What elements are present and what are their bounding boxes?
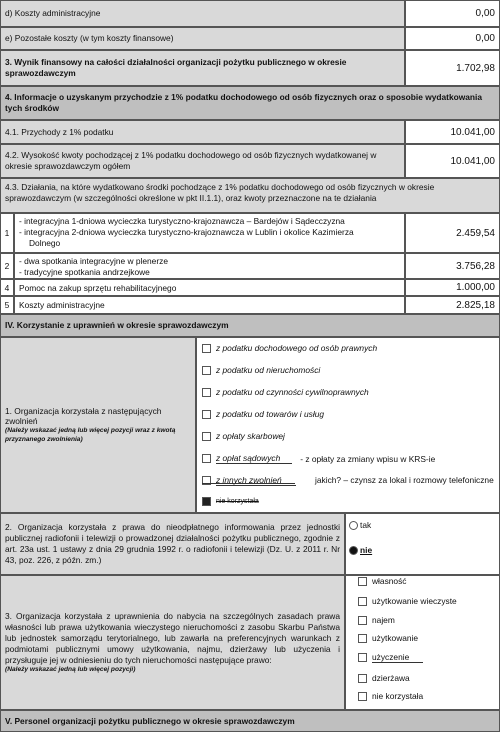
option-label: z podatku od czynności cywilnoprawnych (216, 387, 369, 397)
action-value: 2.459,54 (405, 213, 500, 253)
checkbox[interactable] (358, 653, 367, 662)
option-label: własność (372, 576, 407, 586)
option-yes[interactable] (349, 520, 371, 530)
action-value: 1.000,00 (405, 279, 500, 296)
radio-selected[interactable] (349, 546, 358, 555)
row43-label: 4.3. Działania, na które wydatkowano środki pochodzące z 1% podatku dochodowego od osób fizycznych w okresie sprawozdawczym (w szczególności określone w pkt II.1.1), oraz kwoty przeznaczone na te działania (0, 178, 500, 213)
section-iv-title: IV. Korzystanie z uprawnień w okresie sprawozdawczym (0, 314, 500, 337)
action-line: Dolnego (29, 237, 61, 248)
option-property-tax[interactable] (202, 365, 320, 375)
radio[interactable] (349, 521, 358, 530)
q1-hint: (Należy wskazać jedną lub więcej pozycji wraz z kwotą przyznanego zwolnienia) (5, 427, 176, 443)
checkbox[interactable] (202, 344, 211, 353)
option-label: z opłaty skarbowej (216, 431, 285, 441)
option-lease[interactable] (358, 615, 395, 625)
option-label: nie (360, 545, 373, 555)
other-underline (202, 483, 295, 484)
checkbox[interactable] (358, 597, 367, 606)
option-court-fees[interactable] (202, 453, 435, 464)
q1-question (0, 337, 196, 513)
section-v-title: V. Personel organizacji pożytku publicznego w okresie sprawozdawczym (0, 710, 500, 732)
section4-title: 4. Informacje o uzyskanym przychodzie z 1% podatku dochodowego od osób fizycznych oraz o sposobie wydatkowania tych środków (0, 86, 500, 120)
q3-hint: (Należy wskazać jedną lub więcej pozycji) (5, 665, 136, 673)
option-stamp-duty[interactable] (202, 431, 285, 441)
q3-options (345, 575, 500, 710)
action-line: - tradycyjne spotkania andrzejkowe (19, 266, 150, 277)
option-label: z podatku od towarów i usług (216, 409, 325, 419)
option-label: użyczenie (372, 652, 423, 663)
option-label: z podatku od nieruchomości (216, 365, 321, 375)
checkbox[interactable] (202, 388, 211, 397)
option-label: użytkowanie (372, 633, 419, 643)
q2-label: 2. Organizacja korzystała z prawa do nieodpłatnego informowania przez jednostki publicznej radiofonii i telewizji o prowadzonej działalności pożytku publicznego, zgodnie z art. 23a ust. 1 ustawy z dnia 29 grudnia 1992 r. o radiofonii i telewizji (Dz. U. z 2011 r. Nr 43, poz. 226, z późn. zm.) (0, 513, 345, 575)
action-value: 3.756,28 (405, 253, 500, 279)
option-label: nie korzystała (372, 691, 424, 701)
option-label: użytkowanie wieczyste (372, 596, 457, 606)
court-fees-note: - z opłaty za zmiany wpisu w KRS-ie (300, 453, 436, 464)
action-line: - dwa spotkania integracyjne w plenerze (19, 256, 168, 266)
option-label: z podatku dochodowego od osób prawnych (216, 343, 378, 353)
action-number: 1 (0, 213, 14, 253)
row41-label: 4.1. Przychody z 1% podatku (0, 120, 405, 144)
option-vat[interactable] (202, 409, 324, 419)
action-number: 4 (0, 279, 14, 296)
row-other-costs-label: e) Pozostałe koszty (w tym koszty finansowe) (0, 27, 405, 50)
option-label: z opłat sądowych (216, 453, 292, 464)
checkbox[interactable] (358, 577, 367, 586)
option-tenancy[interactable] (358, 673, 410, 683)
checkbox-filled[interactable] (202, 497, 211, 506)
action-number: 5 (0, 296, 14, 314)
row-admin-costs-label: d) Koszty administracyjne (0, 0, 405, 27)
q1-label: 1. Organizacja korzystała z następujących zwolnień (5, 405, 162, 427)
option-not-used[interactable] (202, 497, 259, 506)
option-label: tak (360, 520, 372, 530)
row42-label: 4.2. Wysokość kwoty pochodzącej z 1% podatku dochodowego od osób fizycznych wydatkowanej w okresie sprawozdawczym ogółem (0, 144, 405, 178)
q3-label: 3. Organizacja korzystała z uprawnienia do nabycia na szczególnych zasadach prawa własności lub prawa użytkowania wieczystego nieruchomości z zasobu Skarbu Państwa lub jednostek samorządu terytorialnego, lub zawarła na preferencyjnych warunkach z podmiotami publicznymi umowy użytkowania, najmu, dzierżawy lub użyczenia i przysługuje jej w odniesieniu do tych nieruchomości następujące prawo: (5, 610, 340, 665)
option-ownership[interactable] (358, 576, 406, 586)
checkbox[interactable] (358, 674, 367, 683)
option-not-used[interactable] (358, 691, 423, 701)
q1-options (196, 337, 500, 513)
option-perpetual-usufruct[interactable] (358, 596, 457, 606)
checkbox[interactable] (358, 692, 367, 701)
action-description (14, 253, 405, 279)
option-label: nie korzystała (216, 498, 259, 505)
option-no[interactable] (349, 545, 372, 555)
option-usufruct[interactable] (358, 633, 418, 643)
option-income-tax[interactable] (202, 343, 377, 353)
action-value: 2.825,18 (405, 296, 500, 314)
q3-question (0, 575, 345, 710)
row41-value: 10.041,00 (405, 120, 500, 144)
action-line: - integracyjna 1-dniowa wycieczka turystyczno-krajoznawcza – Bardejów i Sądecczyzna (19, 216, 345, 226)
option-label: dzierżawa (372, 673, 410, 683)
checkbox[interactable] (202, 366, 211, 375)
checkbox[interactable] (202, 454, 211, 463)
row42-value: 10.041,00 (405, 144, 500, 178)
option-civil-law-tax[interactable] (202, 387, 369, 397)
action-line: - integracyjna 2-dniowa wycieczka turystyczno-krajoznawcza w Lublin i okolice Kazimierza (19, 226, 354, 237)
other-exemptions-note: jakich? – czynsz za lokal i rozmowy telefoniczne (315, 475, 494, 485)
row-admin-costs-value: 0,00 (405, 0, 500, 27)
action-number: 2 (0, 253, 14, 279)
checkbox[interactable] (202, 410, 211, 419)
action-description: Pomoc na zakup sprzętu rehabilitacyjnego (14, 279, 405, 296)
row-other-costs-value: 0,00 (405, 27, 500, 50)
action-description (14, 213, 405, 253)
option-lending[interactable] (358, 652, 423, 663)
section3-value: 1.702,98 (405, 50, 500, 86)
checkbox[interactable] (358, 634, 367, 643)
action-description: Koszty administracyjne (14, 296, 405, 314)
option-other-exemptions[interactable] (202, 475, 296, 486)
checkbox[interactable] (358, 616, 367, 625)
option-label: najem (372, 615, 395, 625)
checkbox[interactable] (202, 432, 211, 441)
option-label: z innych zwolnień (216, 475, 296, 486)
q2-options (345, 513, 500, 575)
section3-label: 3. Wynik finansowy na całości działalności organizacji pożytku publicznego w okresie sprawozdawczym (0, 50, 405, 86)
